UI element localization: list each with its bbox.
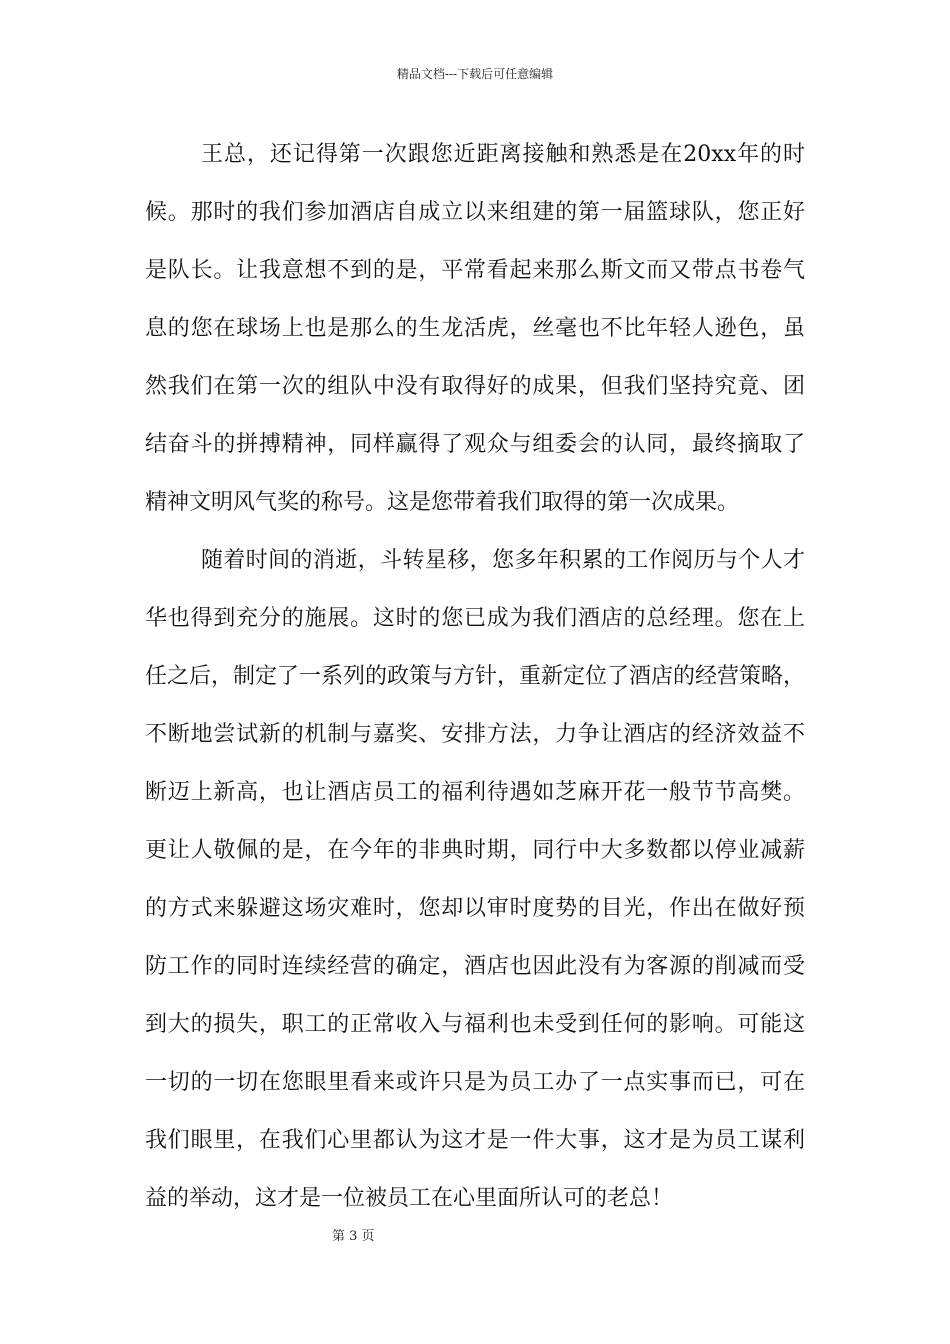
text-line: 益的举动，这才是一位被员工在心里面所认可的老总！ [145, 1186, 674, 1211]
text-line: 华也得到充分的施展。这时的您已成为我们酒店的总经理。您在上 [145, 606, 805, 631]
page-header: 精品文档---下载后可任意编辑 [396, 67, 554, 81]
text-line: 更让人敬佩的是，在今年的非典时期，同行中大多数都以停业减薪 [145, 838, 805, 863]
text-line: 我们眼里，在我们心里都认为这才是一件大事，这才是为员工谋利 [145, 1128, 805, 1153]
page-number: 第 3 页 [332, 1229, 375, 1244]
text-line: 随着时间的消逝，斗转星移，您多年积累的工作阅历与个人才 [201, 548, 805, 573]
text-line: 然我们在第一次的组队中没有取得好的成果，但我们坚持究竟、团 [145, 374, 805, 399]
document-body [145, 126, 805, 1228]
text-line: 是队长。让我意想不到的是，平常看起来那么斯文而又带点书卷气 [145, 258, 805, 283]
text-line: 任之后，制定了一系列的政策与方针，重新定位了酒店的经营策略， [145, 664, 806, 689]
text-line: 防工作的同时连续经营的确定，酒店也因此没有为客源的削减而受 [145, 954, 805, 979]
text-line: 的方式来躲避这场灾难时，您却以审时度势的目光，作出在做好预 [145, 896, 805, 921]
text-line: 不断地尝试新的机制与嘉奖、安排方法，力争让酒店的经济效益不 [145, 722, 805, 747]
paragraph-1 [145, 126, 805, 532]
text-line: 一切的一切在您眼里看来或许只是为员工办了一点实事而已，可在 [145, 1070, 805, 1095]
text-line: 到大的损失，职工的正常收入与福利也未受到任何的影响。可能这 [145, 1012, 805, 1037]
text-line: 王总，还记得第一次跟您近距离接触和熟悉是在20xx年的时 [201, 142, 805, 167]
text-line: 结奋斗的拼搏精神，同样赢得了观众与组委会的认同，最终摘取了 [145, 432, 805, 457]
text-line: 断迈上新高，也让酒店员工的福利待遇如芝麻开花一般节节高樊。 [145, 780, 805, 805]
text-line: 息的您在球场上也是那么的生龙活虎，丝毫也不比年轻人逊色，虽 [145, 316, 805, 341]
paragraph-2 [145, 532, 805, 1228]
text-line: 候。那时的我们参加酒店自成立以来组建的第一届篮球队，您正好 [145, 200, 805, 225]
text-line: 精神文明风气奖的称号。这是您带着我们取得的第一次成果。 [145, 490, 740, 515]
